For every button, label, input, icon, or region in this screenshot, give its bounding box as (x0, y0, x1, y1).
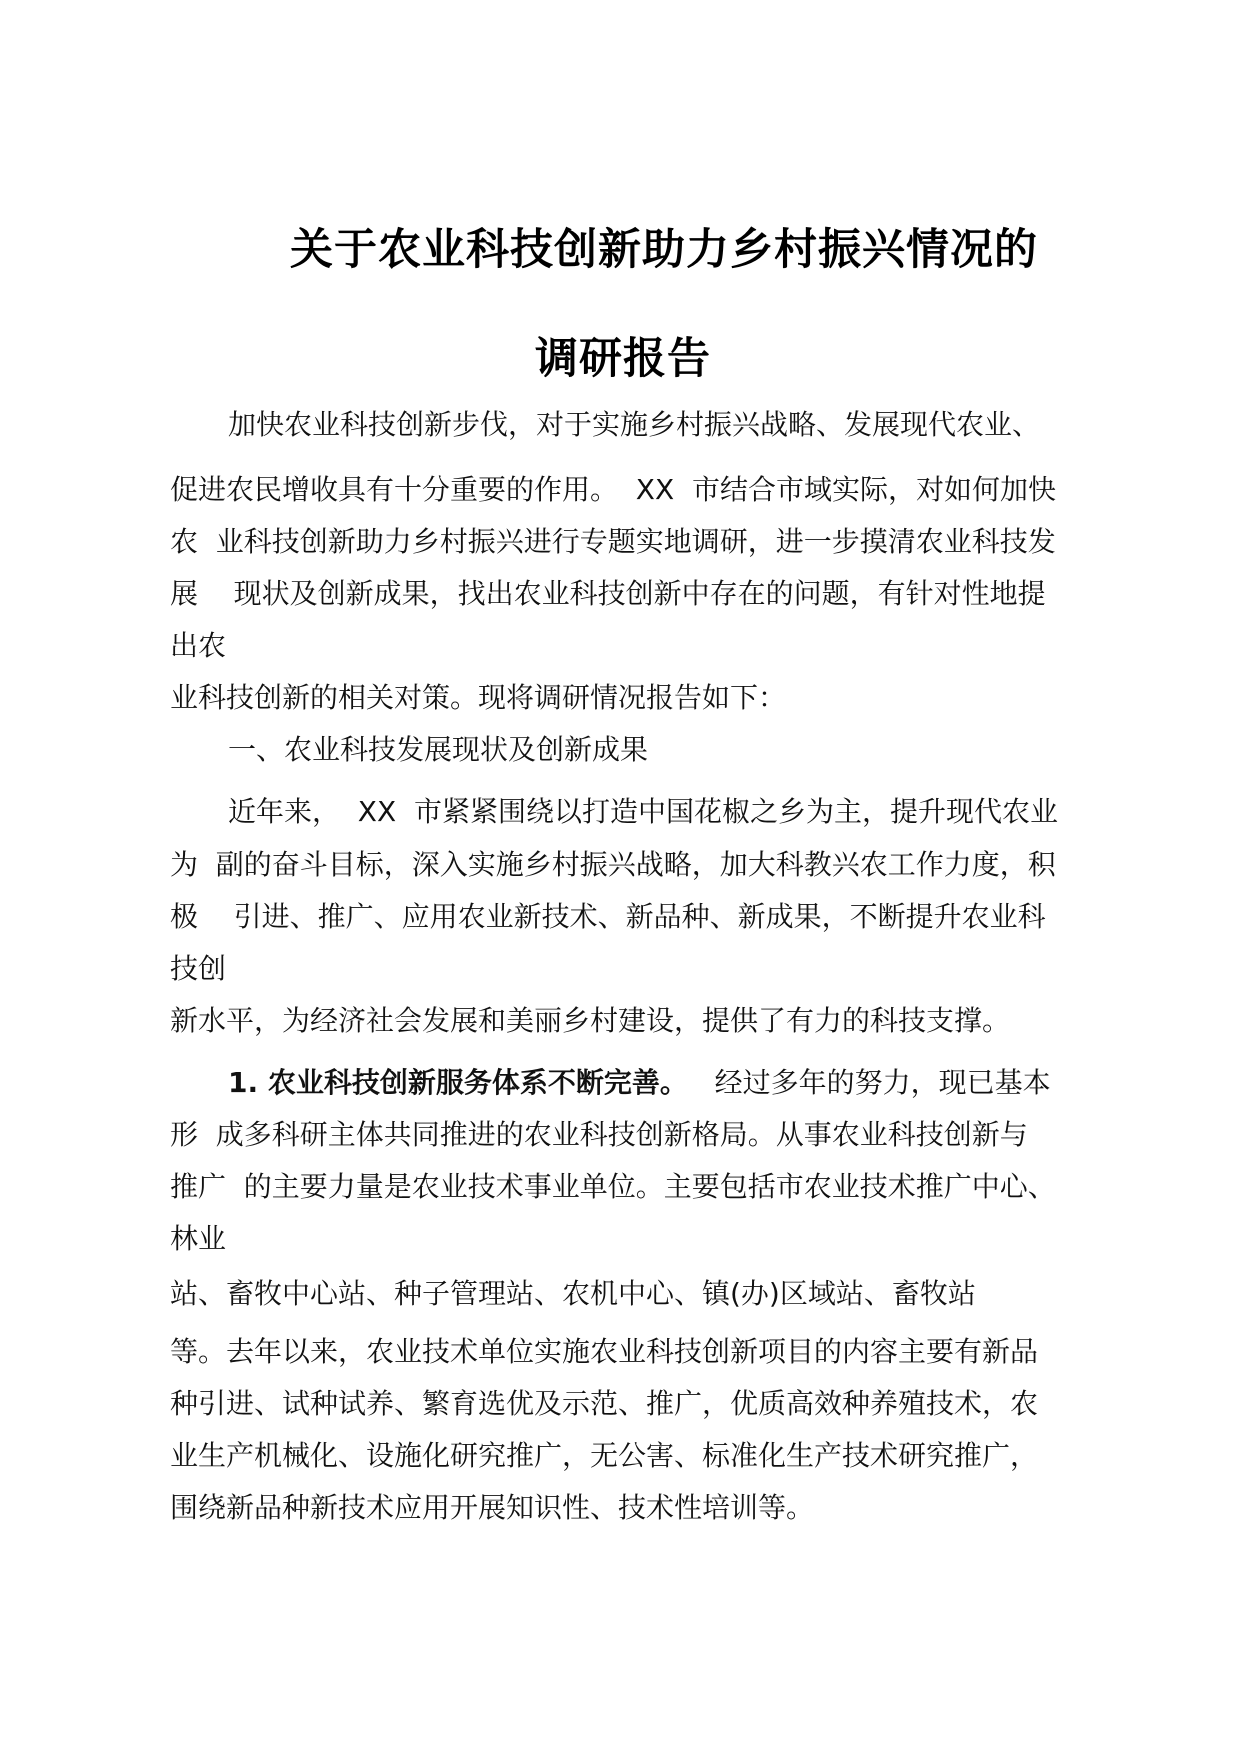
paragraph-3-line-2: 推广 的主要力量是农业技术事业单位。主要包括市农业技术推广中心、 (170, 1170, 1056, 1203)
paragraph-2-line-4: 技创 (170, 952, 227, 985)
item-1-heading: 1. 农业科技创新服务体系不断完善。 (228, 1066, 688, 1099)
paragraph-1-line-5: 出农 (170, 629, 227, 662)
paragraph-2-line-3: 极 引进、推广、应用农业新技术、新品种、新成果，不断提升农业科 (170, 900, 1046, 933)
paragraph-1-line-1: 加快农业科技创新步伐，对于实施乡村振兴战略、发展现代农业、 (228, 408, 1041, 441)
paragraph-3-line-7: 业生产机械化、设施化研究推广，无公害、标准化生产技术研究推广， (170, 1439, 1039, 1472)
item-1-line (228, 1061, 1051, 1101)
report-title-line-2: 调研报告 (535, 334, 711, 384)
paragraph-3-line-4: 站、畜牧中心站、种子管理站、农机中心、镇(办)区域站、畜牧站 (170, 1277, 976, 1310)
paragraph-2-line-2: 为 副的奋斗目标，深入实施乡村振兴战略，加大科教兴农工作力度，积 (170, 848, 1056, 881)
paragraph-1-line-2: 促进农民增收具有十分重要的作用。 XX 市结合市域实际，对如何加快 (170, 473, 1056, 506)
report-title-line-1: 关于农业科技创新助力乡村振兴情况的 (290, 225, 1038, 275)
paragraph-3-line-1: 形 成多科研主体共同推进的农业科技创新格局。从事农业科技创新与 (170, 1118, 1028, 1151)
item-1-text: 经过多年的努力，现已基本 (687, 1066, 1051, 1099)
paragraph-3-line-8: 围绕新品种新技术应用开展知识性、技术性培训等。 (170, 1491, 815, 1524)
paragraph-2-line-5: 新水平，为经济社会发展和美丽乡村建设，提供了有力的科技支撑。 (170, 1004, 1011, 1037)
paragraph-3-line-5: 等。去年以来，农业技术单位实施农业科技创新项目的内容主要有新品 (170, 1335, 1039, 1368)
section-1-heading: 一、农业科技发展现状及创新成果 (228, 733, 649, 766)
paragraph-3-line-3: 林业 (170, 1222, 227, 1255)
paragraph-1-line-4: 展 现状及创新成果，找出农业科技创新中存在的问题，有针对性地提 (170, 577, 1046, 610)
paragraph-1-line-3: 农 业科技创新助力乡村振兴进行专题实地调研，进一步摸清农业科技发 (170, 525, 1056, 558)
paragraph-1-line-6: 业科技创新的相关对策。现将调研情况报告如下： (170, 681, 787, 714)
paragraph-3-line-6: 种引进、试种试养、繁育选优及示范、推广，优质高效种养殖技术，农 (170, 1387, 1039, 1420)
paragraph-2-line-1: 近年来， XX 市紧紧围绕以打造中国花椒之乡为主，提升现代农业 (228, 795, 1058, 828)
